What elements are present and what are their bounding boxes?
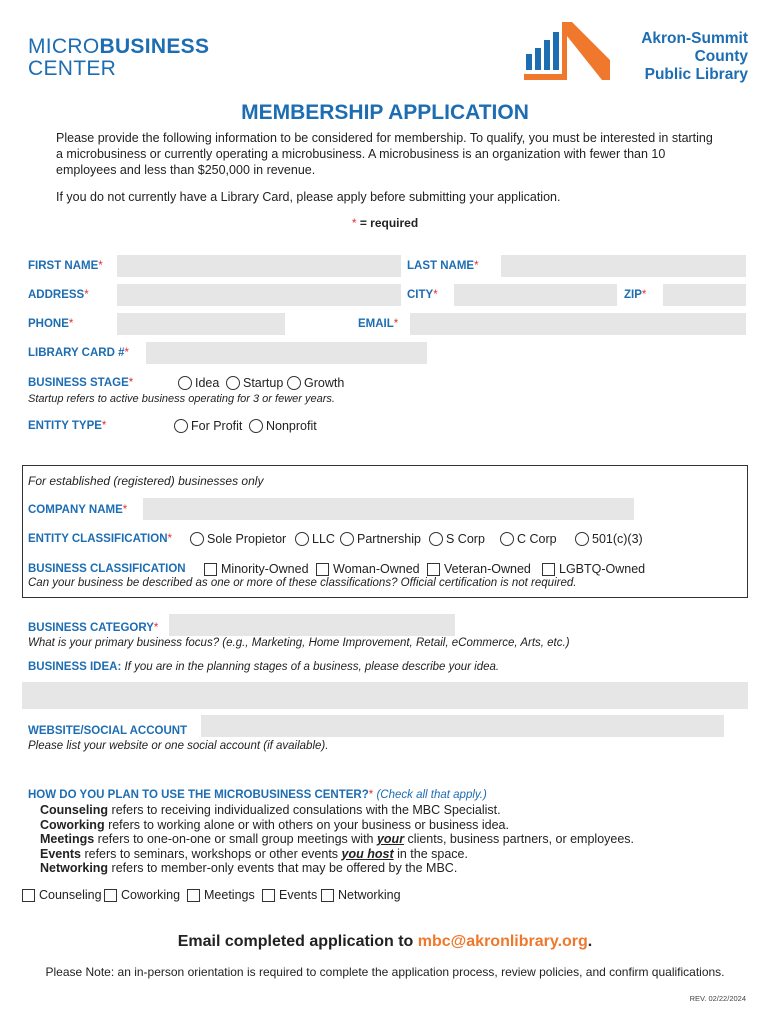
use-counseling-checkbox[interactable]: Counseling: [22, 888, 102, 902]
class-sole-proprietor-radio[interactable]: Sole Propietor: [190, 532, 286, 546]
business-classification-label: BUSINESS CLASSIFICATION: [28, 563, 186, 575]
business-stage-note: Startup refers to active business operating for 3 or fewer years.: [28, 393, 335, 405]
library-card-note: If you do not currently have a Library Card, please apply before submitting your application.: [56, 190, 561, 204]
mbc-logo-business: BUSINESS: [99, 35, 210, 58]
library-card-label: LIBRARY CARD #*: [28, 347, 129, 359]
email-instruction: Email completed application to mbc@akronlibrary.org.: [177, 933, 593, 950]
stage-startup-radio[interactable]: Startup: [226, 376, 283, 390]
first-name-input[interactable]: [117, 255, 401, 277]
coworking-definition: Coworking refers to working alone or with others on your business or business idea.: [40, 817, 509, 832]
library-logo: [520, 22, 750, 82]
last-name-input[interactable]: [501, 255, 746, 277]
business-category-input[interactable]: [169, 614, 455, 636]
company-name-label: COMPANY NAME*: [28, 504, 128, 516]
events-definition: Events refers to seminars, workshops or other events you host in the space.: [40, 846, 468, 861]
class-s-corp-radio[interactable]: S Corp: [429, 532, 485, 546]
mbc-logo-micro: MICRO: [28, 35, 100, 58]
business-classification-note: Can your business be described as one or more of these classifications? Official certification is not required.: [28, 577, 577, 589]
class-partnership-radio[interactable]: Partnership: [340, 532, 421, 546]
first-name-label: FIRST NAME*: [28, 260, 103, 272]
veteran-owned-checkbox[interactable]: Veteran-Owned: [427, 562, 531, 576]
entity-classification-label: ENTITY CLASSIFICATION*: [28, 533, 172, 545]
business-idea-label: BUSINESS IDEA: If you are in the planning stages of a business, please describe your idea.: [28, 661, 500, 673]
use-networking-checkbox[interactable]: Networking: [321, 888, 401, 902]
orientation-note: Please Note: an in-person orientation is required to complete the application process, review policies, and confirm qualifications.: [45, 965, 725, 979]
company-name-input[interactable]: [143, 498, 634, 520]
required-legend: * = required: [351, 216, 419, 230]
city-label: CITY*: [407, 289, 438, 301]
woman-owned-checkbox[interactable]: Woman-Owned: [316, 562, 420, 576]
zip-label: ZIP*: [624, 289, 647, 301]
city-input[interactable]: [454, 284, 617, 306]
entity-for-profit-radio[interactable]: For Profit: [174, 419, 242, 433]
usage-question: HOW DO YOU PLAN TO USE THE MICROBUSINESS CENTER?* (Check all that apply.): [28, 789, 487, 801]
lgbtq-owned-checkbox[interactable]: LGBTQ-Owned: [542, 562, 645, 576]
mbc-logo-center: CENTER: [28, 57, 117, 80]
business-category-label: BUSINESS CATEGORY*: [28, 622, 159, 634]
website-note: Please list your website or one social account (if available).: [28, 740, 329, 752]
networking-definition: Networking refers to member-only events that may be offered by the MBC.: [40, 861, 458, 875]
minority-owned-checkbox[interactable]: Minority-Owned: [204, 562, 309, 576]
revision-date: REV. 02/22/2024: [689, 994, 746, 1003]
class-llc-radio[interactable]: LLC: [295, 532, 335, 546]
entity-type-label: ENTITY TYPE*: [28, 420, 107, 432]
phone-label: PHONE*: [28, 318, 74, 330]
business-stage-label: BUSINESS STAGE*: [28, 377, 134, 389]
established-note: For established (registered) businesses only: [28, 474, 264, 488]
page-title: MEMBERSHIP APPLICATION: [241, 101, 529, 124]
zip-input[interactable]: [663, 284, 746, 306]
meetings-definition: Meetings refers to one-on-one or small group meetings with your clients, business partners, or employees.: [40, 832, 635, 846]
mbc-email-link[interactable]: mbc@akronlibrary.org: [417, 933, 588, 950]
last-name-label: LAST NAME*: [407, 260, 479, 272]
entity-nonprofit-radio[interactable]: Nonprofit: [249, 419, 317, 433]
library-card-input[interactable]: [146, 342, 427, 364]
address-input[interactable]: [117, 284, 401, 306]
class-c-corp-radio[interactable]: C Corp: [500, 532, 557, 546]
usage-definitions: [40, 803, 634, 876]
email-input[interactable]: [410, 313, 746, 335]
stage-idea-radio[interactable]: Idea: [178, 376, 219, 390]
business-idea-input[interactable]: [22, 682, 748, 709]
use-events-checkbox[interactable]: Events: [262, 888, 317, 902]
class-501c3-radio[interactable]: 501(c)(3): [575, 532, 643, 546]
website-label: WEBSITE/SOCIAL ACCOUNT: [28, 725, 188, 737]
stage-growth-radio[interactable]: Growth: [287, 376, 344, 390]
counseling-definition: Counseling refers to receiving individualized consulations with the MBC Specialist.: [40, 803, 501, 817]
library-name-line1: Akron-Summit County: [641, 30, 748, 65]
use-meetings-checkbox[interactable]: Meetings: [187, 888, 255, 902]
address-label: ADDRESS*: [28, 289, 89, 301]
use-coworking-checkbox[interactable]: Coworking: [104, 888, 180, 902]
email-label: EMAIL*: [358, 318, 399, 330]
mbc-logo: [28, 36, 209, 80]
intro-paragraph: Please provide the following information to be considered for membership. To qualify, you must be interested in starting a microbusiness or currently operating a microbusiness. A microbusiness is an organization with fewer than 10 employees and less than $250,000 in revenue.: [56, 131, 713, 177]
business-category-note: What is your primary business focus? (e.g., Marketing, Home Improvement, Retail, eCommerce, Arts, etc.): [28, 637, 570, 649]
phone-input[interactable]: [117, 313, 285, 335]
library-name-line2: Public Library: [644, 66, 748, 83]
website-input[interactable]: [201, 715, 724, 737]
